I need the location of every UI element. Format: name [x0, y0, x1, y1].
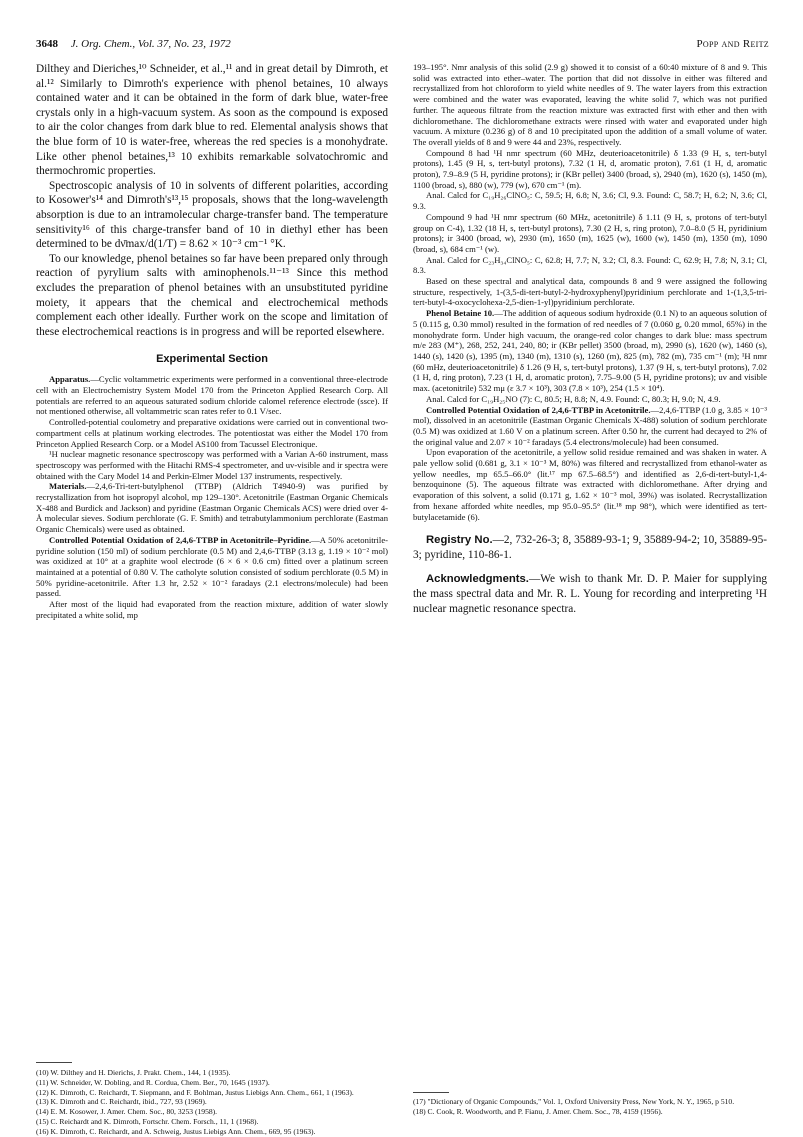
paragraph: Materials.—2,4,6-Tri-tert-butylphenol (TTBP) (Aldrich T4940-9) was purified by recrystallization from hot isopropyl alcohol, mp 129–130°. Acetonitrile (Eastman Organic Chemicals X-488 and Burdick and Jackson) and pyridine (Eastman Organic Chemicals ACS) were dried over 4-Å molecular sieves. Sodium perchlorate (G. F. Smith) and tetrabutylammonium perchlorate (Eastman Organic Chemicals) were used as obtained.	[36, 481, 388, 535]
footnote: (10) W. Dilthey and H. Dierichs, J. Prakt. Chem., 144, 1 (1935).	[36, 1068, 231, 1077]
paragraph: ¹H nuclear magnetic resonance spectroscopy was performed with a Varian A-60 instrument, mass spectroscopy was performed with the Hitachi RMS-4 spectrometer, and uv-visible and ir spectra were obtained with the Cary Model 14 and Perkin-Elmer Model 137 instruments, respectively.	[36, 449, 388, 481]
paragraph: Controlled Potential Oxidation of 2,4,6-TTBP in Acetonitrile.—2,4,6-TTBP (1.0 g, 3.85 × 10⁻³ mol), dissolved in an acetonitrile (Eastman Organic Chemicals X-488) solution of sodium perchlorate (0.5 M) was oxidized at 1.60 V on a platinum screen. After 0.50 hr, the current had decayed to 2% of the original value and 2.07 × 10⁻² faradays (5.4 electrons/molecule) had been consumed.	[413, 404, 768, 447]
paragraph: Phenol Betaine 10.—The addition of aqueous sodium hydroxide (0.1 N) to an aqueous solution of 5 (0.115 g, 0.30 mmol) resulted in the formation of red needles of 7 (0.060 g, 0.20 mmol, 65%) in the monohydrate form. Under high vacuum, the orange-red color changes to dark blue: mass spectrum m/e 283 (M⁺), 268, 252, 241, 240, 80; ir (KBr pellet) 3500 (broad, m), 2990 (s), 1620 (w), 1460 (s), 1440 (s), 1420 (s), 1395 (m), 1340 (m), 1310 (s), 1260 (m), 825 (m), 782 (m), 735 cm⁻¹ (m); ¹H nmr (60 mHz, deuterioacetonitrile) δ 1.26 (9 H, s, tert-butyl protons), 1.37 (9 H, s, tert-butyl protons), 7.02 (1 H, d, ring proton), 7.23 (1 H, d, aromatic proton), 7.75–9.00 (5 H, pyridine protons); uv and visible max. (acetonitrile) 532 mμ (ε 3.7 × 10³), 303 (7.8 × 10³), 254 (1.5 × 10⁴).	[413, 308, 767, 394]
paragraph: Anal. Calcd for C₂₃H₃₄ClNO₅: C, 62.8; H, 7.7; N, 3.2; Cl, 8.3. Found: C, 62.9; H, 7.8; N, 3.1; Cl, 8.3.	[413, 254, 767, 276]
footnote: (15) C. Reichardt and K. Dimroth, Fortschr. Chem. Forsch., 11, 1 (1968).	[36, 1116, 259, 1126]
run-in-heading: Controlled Potential Oxidation of 2,4,6-TTBP in Acetonitrile–Pyridine.	[49, 534, 312, 545]
left-column	[36, 62, 388, 620]
footnote: (13) K. Dimroth and C. Reichardt, ibid., 727, 93 (1969).	[36, 1097, 207, 1107]
paragraph: Anal. Calcd for C₁₉H₂₆ClNO₅: C, 59.5; H, 6.8; N, 3.6; Cl, 9.3. Found: C, 58.7; H, 6.2; N, 3.6; Cl, 9.3.	[413, 190, 767, 212]
footnote-rule	[36, 1062, 72, 1063]
paragraph: After most of the liquid had evaporated from the reaction mixture, addition of water slowly precipitated a white solid, mp	[36, 599, 388, 620]
paragraph: Controlled Potential Oxidation of 2,4,6-TTBP in Acetonitrile–Pyridine.—A 50% acetonitrile-pyridine solution (150 ml) of sodium perchlorate (0.5 M) and 2,4,6-TTBP (3.13 g, 1.19 × 10⁻² mol) was oxidized at 10° at a graphite wool electrode (6 × 6 × 0.6 cm) fitted over a platinum screen maintained at a potential of 0.80 V. The catholyte solution consisted of sodium perchlorate (0.5 M) in 50% pyridine-acetonitrile. After 1.3 hr, 2.52 × 10⁻² faradays (2.1 electrons/molecule) had been passed.	[36, 534, 388, 599]
footnote: (16) K. Dimroth, C. Reichardt, and A. Schweig, Justus Liebigs Ann. Chem., 669, 95 (1963).	[36, 1126, 316, 1136]
run-in-heading: Materials.	[49, 481, 87, 492]
paragraph: Spectroscopic analysis of 10 in solvents of different polarities, according to Kosower's¹⁴ and Dimroth's¹³,¹⁵ proposals, shows that the long-wavelength absorption is due to an intramolecular charge-transfer band. The temperature sensitivity¹⁶ of this charge-transfer band of 10 in diethyl ether has been determined to be dν̄max/d(1/T) = 8.62 × 10⁻³ cm⁻¹ °K.	[36, 179, 388, 251]
paragraph: 193–195°. Nmr analysis of this solid (2.9 g) showed it to consist of a 60:40 mixture of 8 and 9. This solid was extracted into ether–water. The portion that did not dissolve in either was filtered and recrystallized from hot chloroform to yield white needles of 9. The water layers from this extraction were combined and the water was evaporated, leaving the white solid 7, which was not purified further. The aqueous filtrate from the reaction mixture was extracted first with ether and then with dichloromethane. The dichloromethane extracts were rinsed with water and evaporated under high vacuum. A mixture (0.236 g) of 8 and 10 precipitated upon the addition of a small volume of water. The overall yields of 8 and 9 were 44 and 23%, respectively.	[413, 62, 767, 147]
journal-citation: J. Org. Chem., Vol. 37, No. 23, 1972	[70, 38, 231, 50]
paragraph: Dilthey and Dieriches,¹⁰ Schneider, et al.,¹¹ and in great detail by Dimroth, et al.¹² Similarly to Dimroth's experience with phenol betaines, 10 always contained water and it can be obtained in the form of dark blue, water-free crystals only in a high-vacuum system. As soon as the compound is exposed to air the color changes from dark blue to red. Elemental analysis shows that the blue form of 10 is water-free, whereas the red species is a monohydrate. Like other phenol betaines,¹³ 10 exhibits remarkable solvatochromic and thermochromic properties.	[36, 63, 388, 178]
run-in-heading: Registry No.	[426, 534, 493, 547]
footnote: (11) W. Schneider, W. Dobling, and R. Cordua, Chem. Ber., 70, 1645 (1937).	[36, 1077, 270, 1087]
footnote: (17) "Dictionary of Organic Compounds," Vol. 1, Oxford University Press, New York, N. Y., 1965, p 510.	[413, 1097, 735, 1106]
section-title: Experimental Section	[156, 353, 268, 366]
paragraph: To our knowledge, phenol betaines so far have been prepared only through reaction of pyrylium salts with aminophenols.¹¹⁻¹³ Since this method excludes the preparation of phenol betaines with an unsubstituted pyridine moiety, it appears that the chemical and electrochemical methods complement each other ideally. Further work on the scope and limitation of these electrochemical reactions is in progress and will be reported elsewhere.	[36, 252, 388, 338]
registry-paragraph: Registry No.—2, 732-26-3; 8, 35889-93-1; 9, 35889-94-2; 10, 35889-95-3; pyridine, 110-86-1.	[413, 534, 767, 561]
acknowledgments-paragraph: Acknowledgments.—We wish to thank Mr. D. P. Maier for supplying the mass spectral data and Mr. R. L. Young for recording and interpreting ¹H nuclear magnetic resonance spectra.	[413, 573, 767, 615]
footnote: (14) E. M. Kosower, J. Amer. Chem. Soc., 80, 3253 (1958).	[36, 1107, 218, 1117]
paragraph: Controlled-potential coulometry and preparative oxidations were carried out in conventional two-compartment cells at platinum working electrodes. The potentiostat was either the Model 170 from Princeton Applied Research Corp. or a Model AS100 from Tacussel Electronique.	[36, 417, 388, 449]
footnote-rule	[413, 1092, 449, 1093]
footnotes-right	[413, 1097, 767, 1117]
page-number: 3648	[36, 38, 58, 50]
page-header	[36, 38, 769, 54]
footnotes-left	[36, 1068, 388, 1137]
running-authors: Popp and Reitz	[696, 38, 769, 50]
right-column	[413, 62, 767, 616]
run-in-heading: Controlled Potential Oxidation of 2,4,6-TTBP in Acetonitrile.	[426, 404, 651, 415]
paragraph: Based on these spectral and analytical data, compounds 8 and 9 were assigned the following structure, respectively, 1-(3,5-di-tert-butyl-2-hydroxyphenyl)pyridinium perchlorate and 1-(1,3,5-tri-tert-butyl-4-oxocyclohexa-2,5-dien-1-yl)pyridinium perchlorate.	[413, 276, 767, 308]
footnote: (18) C. Cook, R. Woodworth, and P. Fianu, J. Amer. Chem. Soc., 78, 4159 (1956).	[413, 1106, 663, 1116]
paragraph: Compound 9 had ¹H nmr spectrum (60 MHz, acetonitrile) δ 1.11 (9 H, s, protons of tert-butyl group on C-4), 1.32 (18 H, s, tert-butyl protons), 7.30 (2 H, s, ring proton), 7.0–8.0 (5 H, pyridinium protons); ir 3400 (broad, w), 2930 (m), 1650 (m), 1625 (w), 1600 (w), 1450 (m), 1350 (m), 1090 (broad, s), 684 cm⁻¹ (w).	[413, 211, 767, 254]
paragraph: Compound 8 had ¹H nmr spectrum (60 MHz, deuterioacetonitrile) δ 1.33 (9 H, s, tert-butyl protons), 1.45 (9 H, s, tert-butyl protons), 7.32 (1 H, d, aromatic proton), 7.61 (1 H, d, aromatic proton), 7.9–8.9 (5 H, pyridine protons); ir (KBr pellet) 3400 (broad, s), 2940 (m), 1620 (s), 1450 (m), 1100 (broad, s), 880 (w), 779 (w), 670 cm⁻¹ (m).	[413, 147, 767, 190]
footnote: (12) K. Dimroth, C. Reichardt, T. Siepmann, and F. Bohlman, Justus Liebigs Ann. Chem., 661, 1 (1963).	[36, 1087, 354, 1097]
run-in-heading: Phenol Betaine 10.	[426, 308, 495, 319]
paragraph: Upon evaporation of the acetonitrile, a yellow solid residue remained and was shaken in water. A pale yellow solid (0.681 g, 3.1 × 10⁻³ M, 80%) was filtered and recrystallized from ethanol-water as yellow needles, mp 65.5–66.0° (lit.¹⁷ mp 67.5–68.5°) and identified as 2,6-di-tert-butyl-1,4-benzoquinone (5). The aqueous filtrate was extracted with dichloromethane. After drying and evaporation of this solvent, a solid (0.171 g, 1.62 × 10⁻³ mol, 39%) was isolated. Recrystallization from hexane afforded white needles, mp 95.0–95.5° (lit.¹⁸ mp 98°), which were identified as tert-butylacetamide (6).	[413, 447, 767, 522]
run-in-heading: Apparatus.	[49, 374, 91, 385]
paragraph: Anal. Calcd for C₁₉H₂₅NO (7): C, 80.5; H, 8.8; N, 4.9. Found: C, 80.3; H, 9.0; N, 4.9.	[426, 393, 721, 404]
paragraph: Apparatus.—Cyclic voltammetric experiments were performed in a conventional three-electrode cell with an Electrochemistry System Model 170 from the Princeton Applied Research Corp. All potentials are referred to an aqueous saturated sodium chloride calomel reference electrode (ssce). If not mentioned otherwise, all voltammetric scan rates refer to 0.1 V/sec.	[36, 374, 388, 417]
run-in-heading: Acknowledgments.	[426, 573, 529, 586]
